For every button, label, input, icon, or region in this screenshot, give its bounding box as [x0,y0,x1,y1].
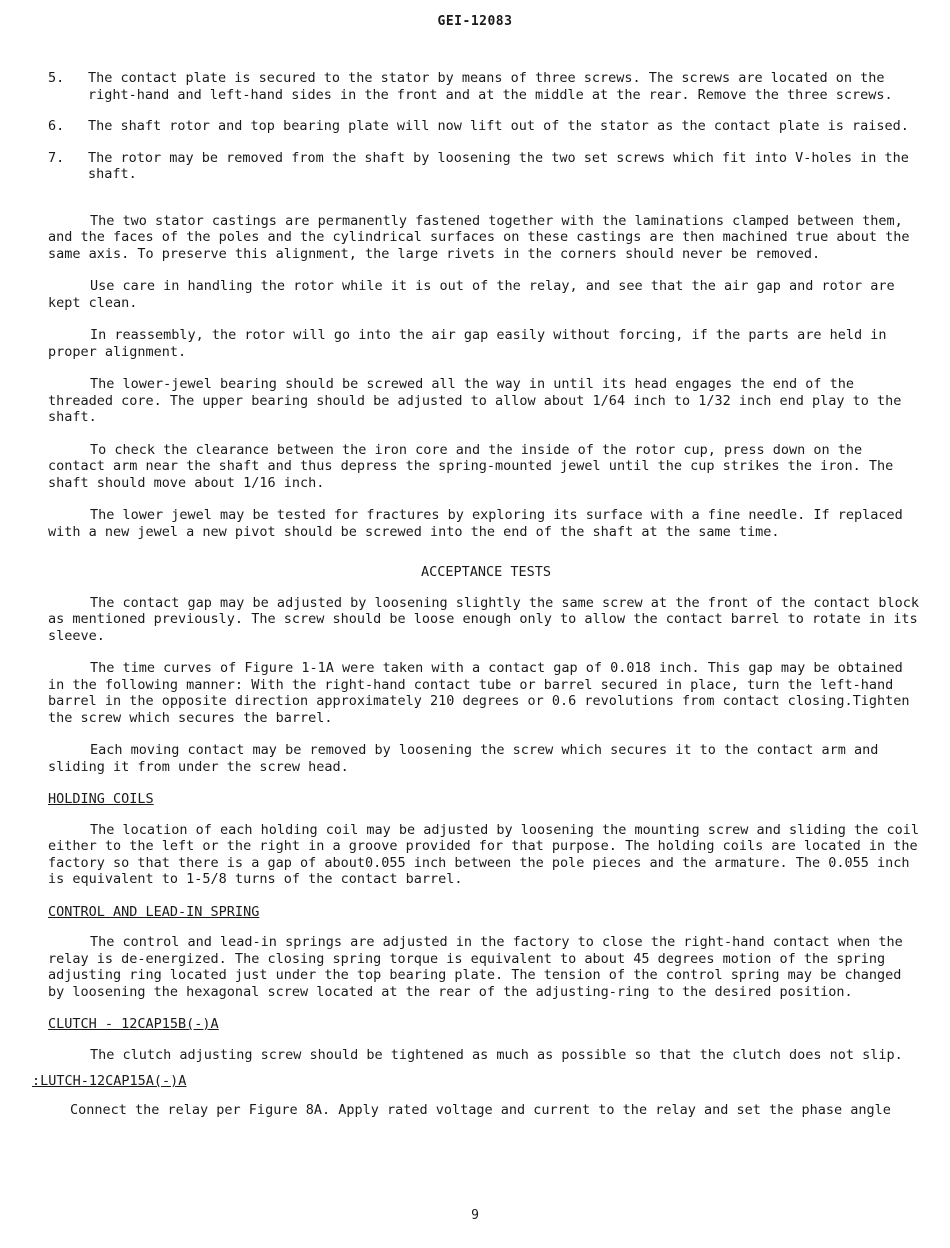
body-paragraph: The clutch adjusting screw should be tightened as much as possible so that the clutch does not slip. [90,1046,903,1063]
body-paragraph: Each moving contact may be removed by loosening the screw which secures it to the contact arm and sliding it from under the screw head. [48,742,879,775]
body-paragraph: The control and lead-in springs are adjusted in the factory to close the right-hand contact when the relay is de-energized. The closing spring torque is equivalent to about 45 degrees motion of the spring adjusting ring located just under the top bearing plate. The tension of the control spring may be changed by loosening the hexagonal screw located at the rear of the adjusting-ring to the desired position. [48,934,903,1000]
body-paragraph: The lower jewel may be tested for fractures by exploring its surface with a fine needle. If replaced with a new jewel a new pivot should be screwed into the end of the shaft at the same time. [48,507,903,540]
subheading-clutch-a: :LUTCH-12CAP15A(-)A [32,1073,187,1089]
step-text: The shaft rotor and top bearing plate will now lift out of the stator as the contact plate is raised. [88,118,909,134]
page-number: 9 [471,1208,479,1223]
body-paragraph: The time curves of Figure 1-1A were taken with a contact gap of 0.018 inch. This gap may be obtained in the following manner: With the right-hand contact tube or barrel secured in place, turn the left-hand barrel in the opposite direction approximately 210 degrees or 0.6 revolutions from contact closing.Tighten the screw which secures the barrel. [48,660,910,726]
body-paragraph: To check the clearance between the iron core and the inside of the rotor cup, press down on the contact arm near the shaft and thus depress the spring-mounted jewel until the cup strikes the iron. The shaft should move about 1/16 inch. [48,441,894,491]
step-number: 6. [48,118,65,134]
body-paragraph: The contact gap may be adjusted by loosening slightly the same screw at the front of the contact block as mentioned previously. The screw should be loose enough only to allow the contact barrel to rotate in its sleeve. [48,594,920,644]
step-text: The contact plate is secured to the stator by means of three screws. The screws are located on the right-hand and left-hand sides in the front and at the middle at the rear. Remove the three screws. [88,70,893,103]
subheading-control-spring: CONTROL AND LEAD-IN SPRING [48,903,260,920]
body-paragraph: The lower-jewel bearing should be screwed all the way in until its head engages the end of the threaded core. The upper bearing should be adjusted to allow about 1/64 inch to 1/32 inch end play to the shaft. [48,376,902,425]
step-text: The rotor may be removed from the shaft by loosening the two set screws which fit into V-holes in the shaft. [88,149,909,182]
body-paragraph: In reassembly, the rotor will go into the air gap easily without forcing, if the parts are held in proper alignment. [48,327,887,360]
subheading-clutch-b: CLUTCH - 12CAP15B(-)A [48,1016,219,1032]
step-item [48,118,924,135]
section-heading-acceptance-tests: ACCEPTANCE TESTS [420,564,552,580]
body-paragraph: The two stator castings are permanently fastened together with the laminations clamped between them, and the faces of the poles and the cylindrical surfaces on these castings are then machined true about the same axis. To preserve this alignment, the large rivets in the corners should never be removed. [48,212,910,262]
document-id: GEI-12083 [437,14,513,29]
step-number: 7. [48,149,65,166]
body-paragraph: Use care in handling the rotor while it is out of the relay, and see that the air gap and rotor are kept clean. [48,278,895,311]
page-content [32,70,924,1118]
step-item [48,150,924,183]
step-item [48,70,924,103]
step-number: 5. [48,70,65,86]
body-paragraph: Connect the relay per Figure 8A. Apply rated voltage and current to the relay and set the phase angle [70,1101,891,1118]
body-paragraph: The location of each holding coil may be adjusted by loosening the mounting screw and sliding the coil either to the left or the right in a groove provided for that purpose. The holding coils are located in the factory so that there is a gap of about0.055 inch between the pole pieces and the armature. The 0.055 inch is equivalent to 1-5/8 turns of the contact barrel. [48,821,920,887]
numbered-steps [48,70,924,183]
subheading-holding-coils: HOLDING COILS [48,791,154,807]
